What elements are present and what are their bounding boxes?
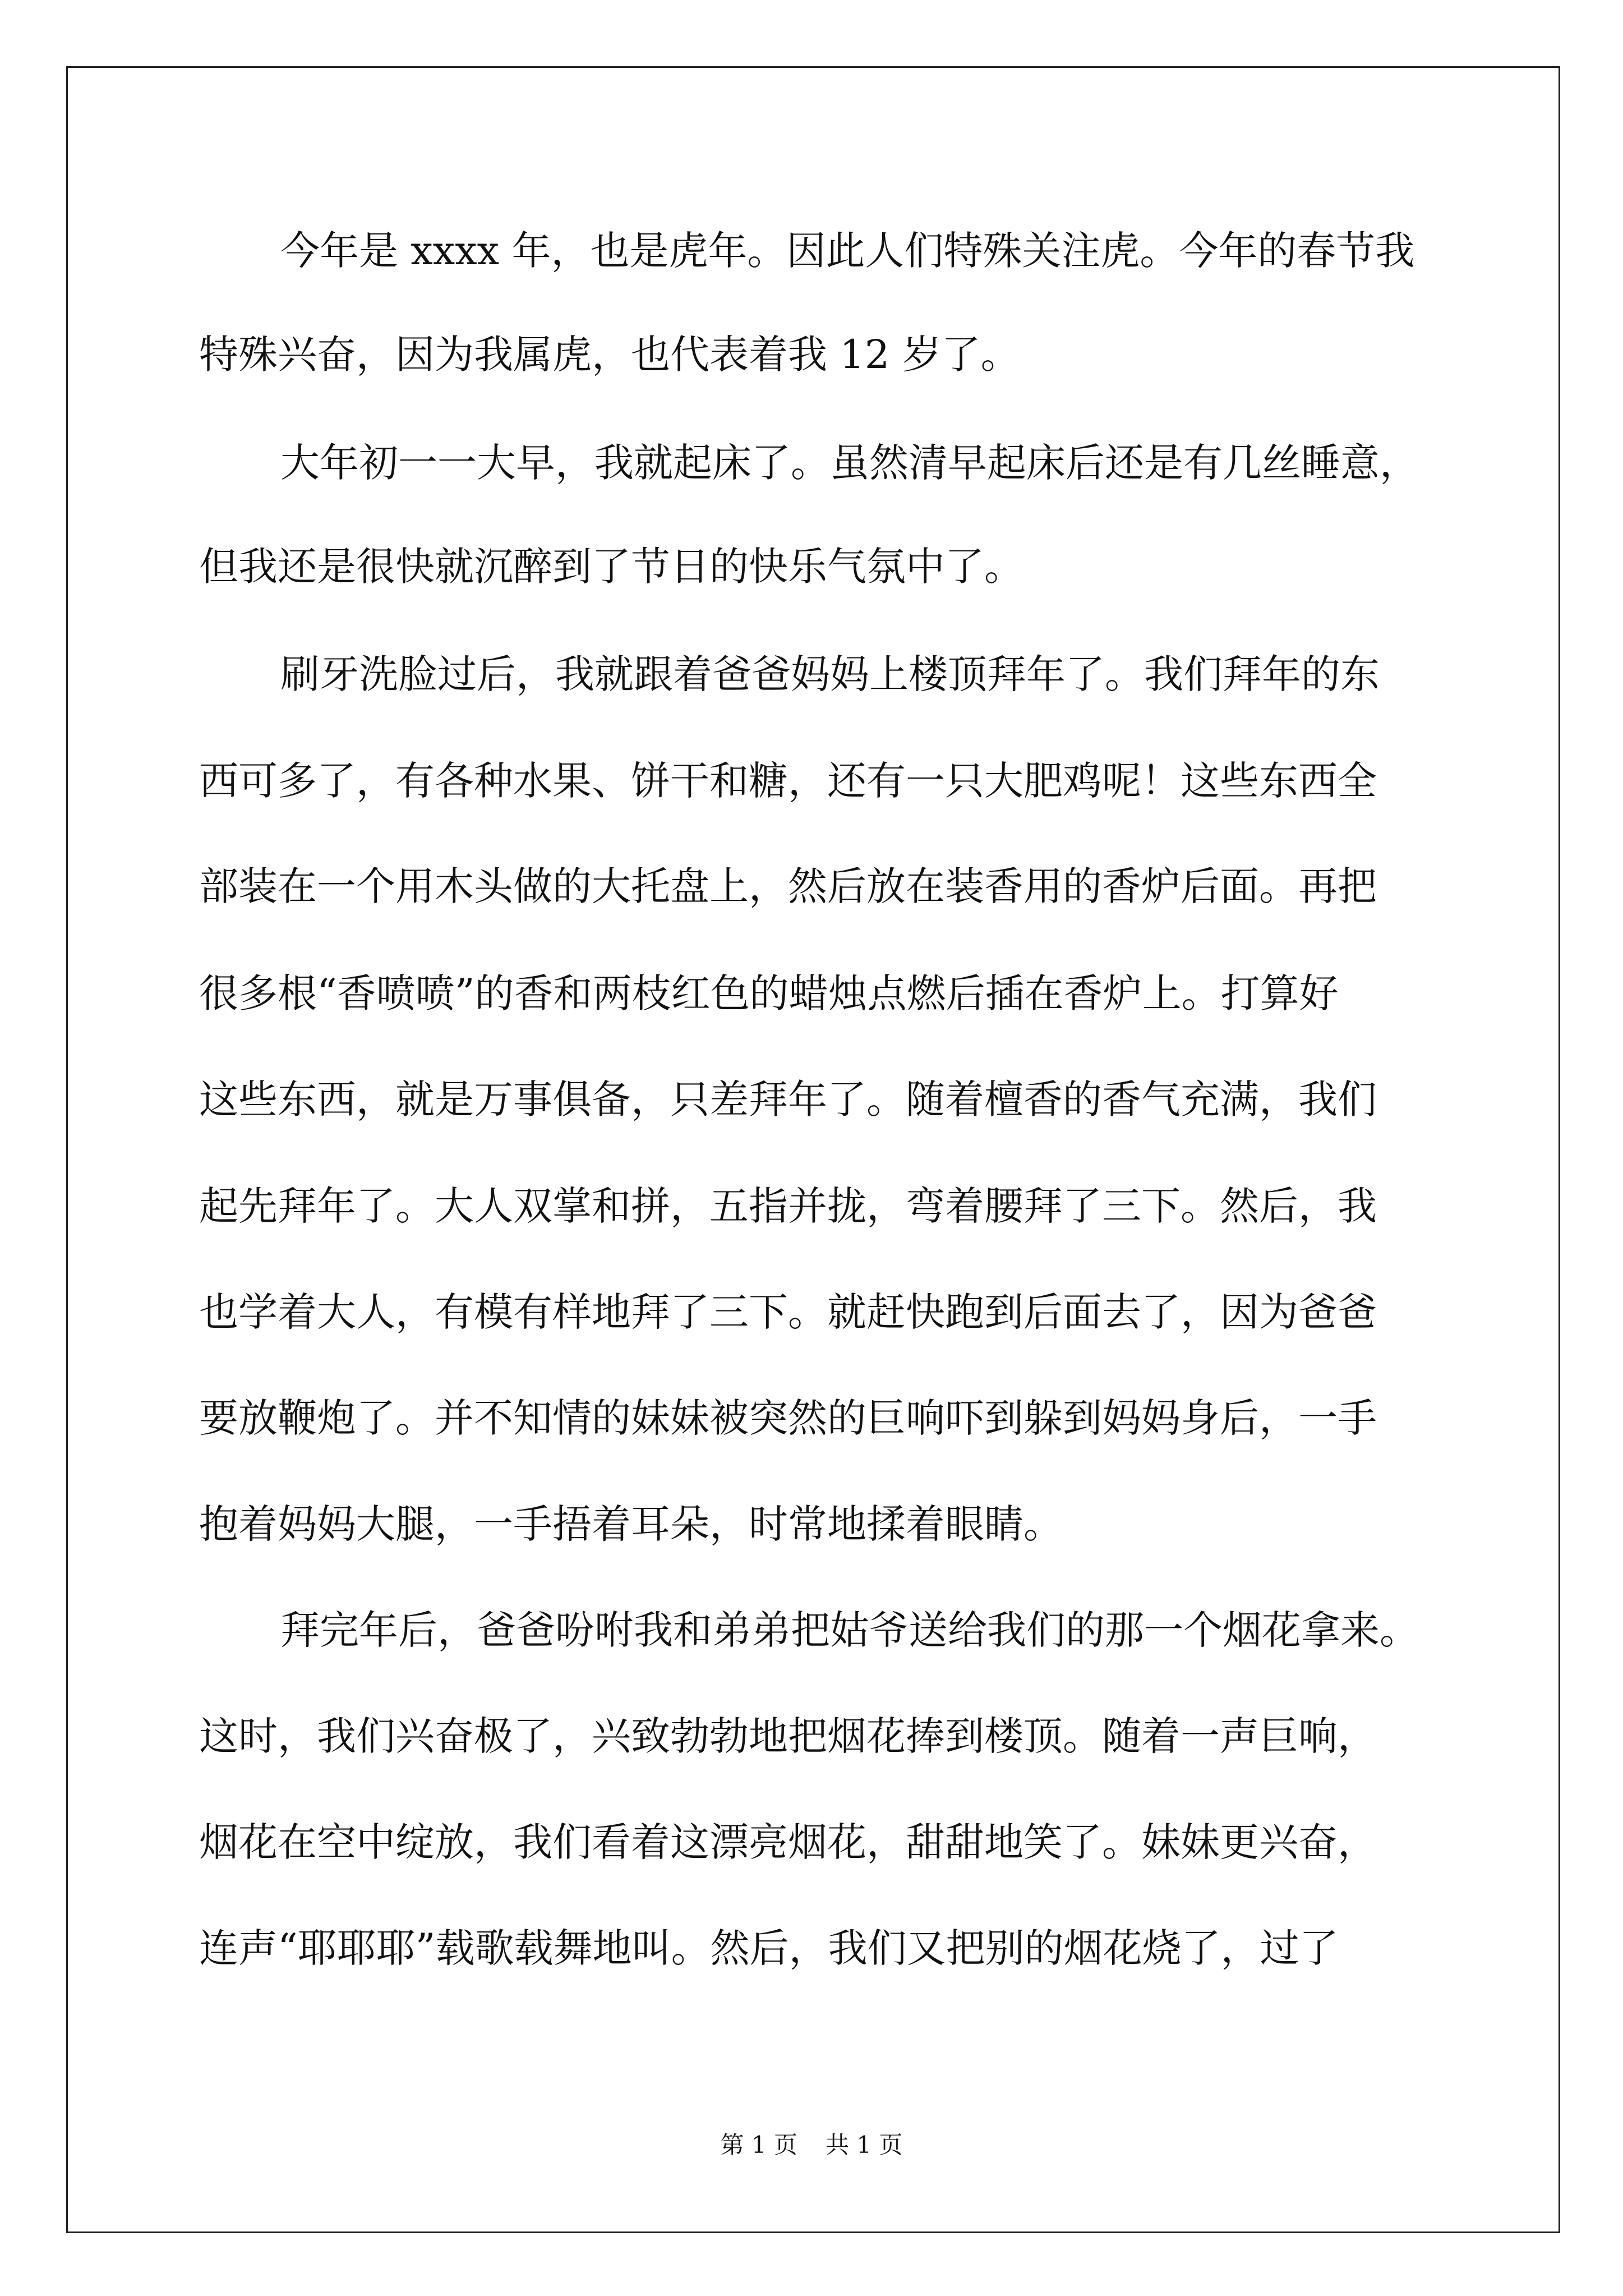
text-line: 部装在一个用木头做的大托盘上，然后放在装香用的香炉后面。再把 [199,863,1377,909]
text-line: 这些东西，就是万事俱备，只差拜年了。随着檀香的香气充满，我们 [199,1076,1377,1122]
page-total: 共 1 页 [826,2131,903,2159]
text-line: 要放鞭炮了。并不知情的妹妹被突然的巨响吓到躲到妈妈身后，一手 [199,1395,1377,1441]
text-line: 烟花在空中绽放，我们看着这漂亮烟花，甜甜地笑了。妹妹更兴奋， [199,1819,1377,1865]
text-line: 但我还是很快就沉醉到了节日的快乐气氛中了。 [199,544,1023,590]
text-line: 很多根“香喷喷”的香和两枝红色的蜡烛点燃后插在香炉上。打算好 [199,970,1339,1016]
text-line: 特殊兴奋，因为我属虎，也代表着我 12 岁了。 [199,332,1020,378]
text-line: 也学着大人，有模有样地拜了三下。就赶快跑到后面去了，因为爸爸 [199,1289,1377,1335]
page-footer [0,2133,1623,2157]
text-line: 拜完年后，爸爸吩咐我和弟弟把姑爷送给我们的那一个烟花拿来。 [280,1607,1419,1653]
text-line: 抱着妈妈大腿，一手捂着耳朵，时常地揉着眼睛。 [199,1501,1063,1547]
page-border [66,66,1560,2233]
text-line: 连声“耶耶耶”载歌载舞地叫。然后，我们又把别的烟花烧了，过了 [199,1925,1339,1971]
text-line: 这时，我们兴奋极了，兴致勃勃地把烟花捧到楼顶。随着一声巨响， [199,1713,1377,1759]
text-line: 起先拜年了。大人双掌和拼，五指并拢，弯着腰拜了三下。然后，我 [199,1183,1377,1229]
text-line: 刷牙洗脸过后，我就跟着爸爸妈妈上楼顶拜年了。我们拜年的东 [280,651,1380,697]
text-line: 今年是 xxxx 年，也是虎年。因此人们特殊关注虎。今年的春节我 [280,228,1415,274]
page-number: 第 1 页 [720,2131,797,2159]
text-line: 大年初一一大早，我就起床了。虽然清早起床后还是有几丝睡意， [280,440,1419,486]
text-line: 西可多了，有各种水果、饼干和糖，还有一只大肥鸡呢！这些东西全 [199,758,1377,804]
